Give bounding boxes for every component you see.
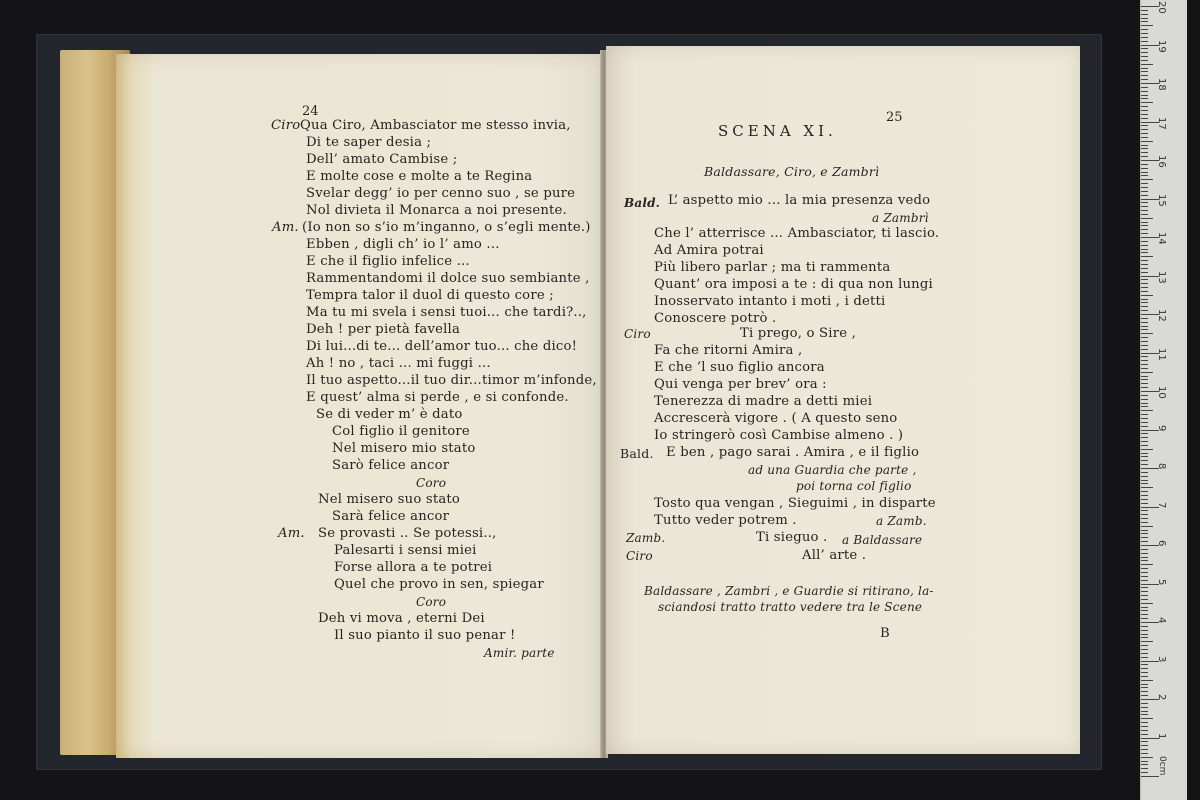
- ruler-tick: [1141, 445, 1148, 446]
- verse-line: Il suo pianto il suo penar !: [334, 628, 516, 643]
- ruler-tick: [1141, 653, 1148, 654]
- verse-line: Di te saper desia ;: [306, 135, 432, 150]
- ruler-tick: [1141, 110, 1148, 111]
- right-page: [606, 46, 1080, 754]
- page-number: 24: [302, 104, 319, 119]
- ruler-tick: [1141, 476, 1148, 477]
- ruler-tick: [1141, 510, 1148, 511]
- ruler-tick: [1141, 249, 1148, 250]
- stage-direction: a Baldassare: [842, 533, 923, 547]
- ruler-tick: [1141, 718, 1153, 719]
- ruler-tick: [1141, 279, 1148, 280]
- speaker-label: Ciro: [626, 549, 653, 563]
- verse-line: Deh vi mova , eterni Dei: [318, 611, 485, 626]
- measurement-ruler: [1140, 0, 1187, 800]
- ruler-tick: [1141, 349, 1148, 350]
- speaker-label: Am.: [272, 220, 299, 235]
- ruler-tick: [1141, 645, 1148, 646]
- ruler-tick: [1141, 21, 1148, 22]
- verse-line: Qui venga per brev’ ora :: [654, 377, 827, 392]
- ruler-tick: [1141, 187, 1148, 188]
- verse-line: Deh ! per pietà favella: [306, 322, 461, 337]
- page-number: 25: [886, 110, 903, 125]
- ruler-tick: [1141, 433, 1148, 434]
- ruler-tick: [1141, 768, 1148, 769]
- ruler-tick: [1141, 557, 1148, 558]
- ruler-tick: [1141, 91, 1148, 92]
- ruler-tick: [1141, 214, 1148, 215]
- ruler-tick: [1141, 37, 1148, 38]
- ruler-tick: [1141, 287, 1148, 288]
- verse-line: Palesarti i sensi miei: [334, 543, 477, 558]
- ruler-tick: [1141, 514, 1148, 515]
- ruler-tick: [1141, 68, 1148, 69]
- verse-line: E che ’l suo figlio ancora: [654, 360, 825, 375]
- ruler-tick: [1141, 356, 1148, 357]
- ruler-tick: [1141, 376, 1148, 377]
- verse-line: Nol divieta il Monarca a noi presente.: [306, 203, 567, 218]
- ruler-tick: [1141, 25, 1153, 26]
- ruler-tick: [1141, 145, 1148, 146]
- ruler-tick: [1141, 491, 1148, 492]
- ruler-tick: [1141, 56, 1148, 57]
- chorus-heading: Coro: [416, 476, 447, 490]
- ruler-tick: [1141, 568, 1148, 569]
- ruler-tick: [1141, 41, 1148, 42]
- ruler-number: 7: [1156, 501, 1167, 508]
- ruler-tick: [1141, 499, 1148, 500]
- verse-line: Ma tu mi svela i sensi tuoi... che tardi?..,: [306, 305, 587, 320]
- ruler-tick: [1141, 10, 1148, 11]
- ruler-tick: [1141, 345, 1148, 346]
- ruler-tick: [1141, 102, 1153, 103]
- ruler-tick: [1141, 206, 1148, 207]
- ruler-number: 16: [1156, 155, 1167, 168]
- ruler-tick: [1141, 711, 1148, 712]
- ruler-tick: [1141, 664, 1148, 665]
- left-page: [116, 54, 602, 758]
- ruler-tick: [1141, 764, 1148, 765]
- ruler-number: 13: [1156, 270, 1167, 284]
- ruler-tick: [1141, 75, 1148, 76]
- ruler-tick: [1141, 329, 1148, 330]
- verse-line: E che il figlio infelice ...: [306, 254, 470, 269]
- ruler-number: 5: [1156, 578, 1167, 585]
- ruler-tick: [1141, 222, 1148, 223]
- ruler-tick: [1141, 449, 1153, 450]
- ruler-tick: [1141, 495, 1148, 496]
- ruler-number: 10: [1156, 386, 1167, 399]
- verse-line: Rammentandomi il dolce suo sembiante ,: [306, 271, 590, 286]
- ruler-tick: [1141, 714, 1148, 715]
- verse-line: Tutto veder potrem .: [654, 513, 797, 528]
- ruler-tick: [1141, 360, 1148, 361]
- verse-line: Ti sieguo .: [756, 530, 828, 545]
- ruler-tick: [1141, 233, 1148, 234]
- ruler-tick: [1141, 210, 1148, 211]
- ruler-tick: [1141, 549, 1148, 550]
- verse-line: Dell’ amato Cambise ;: [306, 152, 458, 167]
- ruler-tick: [1141, 33, 1148, 34]
- verse-line: Accrescerà vigore . ( A questo seno: [654, 411, 898, 426]
- ruler-tick: [1141, 460, 1148, 461]
- ruler-number: 1: [1156, 732, 1167, 739]
- verse-line: Di lui...di te... dell’amor tuo... che dico!: [306, 339, 578, 354]
- ruler-tick: [1141, 691, 1148, 692]
- ruler-tick: [1141, 133, 1148, 134]
- ruler-tick: [1141, 776, 1159, 777]
- ruler-tick: [1141, 326, 1148, 327]
- verse-line: Ti prego, o Sire ,: [740, 326, 856, 341]
- ruler-tick: [1141, 637, 1148, 638]
- ruler-tick: [1141, 618, 1148, 619]
- ruler-tick: [1141, 191, 1148, 192]
- ruler-tick: [1141, 607, 1148, 608]
- ruler-tick: [1141, 406, 1148, 407]
- stage-direction: Baldassare , Zambri , e Guardie si ritirano, la-: [644, 584, 934, 598]
- verse-line: Conoscere potrò .: [654, 311, 777, 326]
- ruler-tick: [1141, 256, 1153, 257]
- ruler-tick: [1141, 537, 1148, 538]
- ruler-tick: [1141, 95, 1148, 96]
- ruler-tick: [1141, 591, 1148, 592]
- ruler-tick: [1141, 168, 1148, 169]
- ruler-tick: [1141, 580, 1148, 581]
- verse-line: Nel misero mio stato: [332, 441, 476, 456]
- ruler-tick: [1141, 630, 1148, 631]
- ruler-number: 11: [1156, 347, 1167, 361]
- ruler-tick: [1141, 395, 1148, 396]
- ruler-tick: [1141, 753, 1148, 754]
- ruler-tick: [1141, 322, 1148, 323]
- verse-line: E quest’ alma si perde , e si confonde.: [306, 390, 569, 405]
- speaker-label: Ciro: [624, 327, 651, 341]
- ruler-tick: [1141, 480, 1148, 481]
- ruler-tick: [1141, 518, 1148, 519]
- ruler-tick: [1141, 503, 1148, 504]
- verse-line: Quel che provo in sen, spiegar: [334, 577, 544, 592]
- ruler-tick: [1141, 118, 1148, 119]
- ruler-tick: [1141, 426, 1148, 427]
- ruler-tick: [1141, 687, 1148, 688]
- ruler-tick: [1141, 318, 1148, 319]
- ruler-number: 17: [1156, 116, 1167, 130]
- ruler-tick: [1141, 229, 1148, 230]
- ruler-tick: [1141, 14, 1148, 15]
- ruler-tick: [1141, 241, 1148, 242]
- ruler-tick: [1141, 291, 1148, 292]
- ruler-tick: [1141, 60, 1148, 61]
- ruler-tick: [1141, 772, 1148, 773]
- ruler-tick: [1141, 306, 1148, 307]
- ruler-tick: [1141, 129, 1148, 130]
- ruler-number: 3: [1156, 655, 1167, 662]
- ruler-tick: [1141, 626, 1148, 627]
- ruler-number: 14: [1156, 232, 1167, 245]
- ruler-tick: [1141, 560, 1148, 561]
- ruler-tick: [1141, 106, 1148, 107]
- ruler-tick: [1141, 225, 1148, 226]
- ruler-number: 20: [1156, 1, 1167, 14]
- ruler-tick: [1141, 175, 1148, 176]
- ruler-tick: [1141, 757, 1153, 758]
- ruler-tick: [1141, 302, 1148, 303]
- ruler-tick: [1141, 599, 1148, 600]
- ruler-tick: [1141, 299, 1148, 300]
- ruler-tick: [1141, 572, 1148, 573]
- ruler-tick: [1141, 383, 1148, 384]
- ruler-tick: [1141, 260, 1148, 261]
- ruler-tick: [1141, 418, 1148, 419]
- ruler-tick: [1141, 634, 1148, 635]
- ruler-tick: [1141, 152, 1148, 153]
- ruler-tick: [1141, 64, 1153, 65]
- ruler-tick: [1141, 422, 1148, 423]
- ruler-tick: [1141, 218, 1153, 219]
- verse-line: Ah ! no , taci ... mi fuggi ...: [306, 356, 491, 371]
- stage-direction: a Zamb.: [876, 514, 927, 528]
- ruler-tick: [1141, 272, 1148, 273]
- ruler-tick: [1141, 98, 1148, 99]
- ruler-tick: [1141, 487, 1153, 488]
- verse-line: Tosto qua vengan , Sieguimi , in disparte: [654, 496, 936, 511]
- stage-direction: a Zambrì: [872, 211, 929, 225]
- ruler-tick: [1141, 464, 1148, 465]
- verse-line: Ebben , digli ch’ io l’ amo ...: [306, 237, 500, 252]
- verse-line: Il tuo aspetto...il tuo dir...timor m’infonde,: [306, 373, 597, 388]
- ruler-tick: [1141, 684, 1148, 685]
- ruler-tick: [1141, 87, 1148, 88]
- ruler-tick: [1141, 564, 1153, 565]
- ruler-tick: [1141, 414, 1148, 415]
- ruler-tick: [1141, 368, 1148, 369]
- ruler-tick: [1141, 195, 1148, 196]
- ruler-tick: [1141, 680, 1153, 681]
- speaker-label: Bald.: [624, 196, 661, 210]
- speaker-label: Ciro: [271, 118, 301, 133]
- ruler-number: 8: [1156, 463, 1167, 470]
- ruler-tick: [1141, 137, 1148, 138]
- verse-line: Sarò felice ancor: [332, 458, 450, 473]
- ruler-tick: [1141, 52, 1148, 53]
- verse-line: E ben , pago sarai . Amira , e il figlio: [666, 445, 920, 460]
- ruler-tick: [1141, 252, 1148, 253]
- verse-line: Io stringerò così Cambise almeno . ): [654, 428, 904, 443]
- ruler-tick: [1141, 553, 1148, 554]
- verse-line: Più libero parlar ; ma ti rammenta: [654, 260, 891, 275]
- verse-line: Tempra talor il duol di questo core ;: [306, 288, 554, 303]
- verse-line: Se provasti .. Se potessi..,: [318, 526, 497, 541]
- ruler-tick: [1141, 472, 1148, 473]
- verse-line: E molte cose e molte a te Regina: [306, 169, 533, 184]
- ruler-number: 6: [1156, 540, 1167, 547]
- ruler-tick: [1141, 141, 1153, 142]
- ruler-tick: [1141, 749, 1148, 750]
- ruler-number: 2: [1156, 694, 1167, 701]
- ruler-tick: [1141, 730, 1148, 731]
- ruler-tick: [1141, 48, 1148, 49]
- ruler-tick: [1141, 603, 1153, 604]
- ruler-tick: [1141, 148, 1148, 149]
- ruler-tick: [1141, 387, 1148, 388]
- verse-line: Fa che ritorni Amira ,: [654, 343, 803, 358]
- stage-direction: Amir. parte: [484, 646, 555, 660]
- verse-line: Che l’ atterrisce ... Ambasciator, ti lascio.: [654, 226, 940, 241]
- verse-line: Col figlio il genitore: [332, 424, 470, 439]
- ruler-tick: [1141, 114, 1148, 115]
- ruler-tick: [1141, 530, 1148, 531]
- ruler-tick: [1141, 295, 1153, 296]
- ruler-tick: [1141, 179, 1153, 180]
- verse-line: Nel misero suo stato: [318, 492, 461, 507]
- signature-mark: B: [880, 626, 890, 641]
- verse-line: Se di veder m’ è dato: [316, 407, 463, 422]
- ruler-number: 9: [1156, 424, 1167, 431]
- ruler-number: 19: [1156, 39, 1167, 53]
- ruler-tick: [1141, 399, 1148, 400]
- verse-line: Svelar degg’ io per cenno suo , se pure: [306, 186, 576, 201]
- verse-line: Sarà felice ancor: [332, 509, 450, 524]
- ruler-tick: [1141, 483, 1148, 484]
- speaker-label: Bald.: [620, 446, 654, 461]
- ruler-tick: [1141, 734, 1148, 735]
- ruler-tick: [1141, 649, 1148, 650]
- ruler-number: 15: [1156, 193, 1167, 207]
- ruler-tick: [1141, 741, 1148, 742]
- stage-direction: ad una Guardia che parte ,: [748, 463, 917, 477]
- ruler-tick: [1141, 576, 1148, 577]
- stage-direction: sciandosi tratto tratto vedere tra le Scene: [658, 600, 923, 614]
- verse-line: All’ arte .: [802, 548, 867, 563]
- ruler-tick: [1141, 333, 1153, 334]
- ruler-tick: [1141, 703, 1148, 704]
- ruler-tick: [1141, 541, 1148, 542]
- ruler-tick: [1141, 526, 1153, 527]
- ruler-number: 12: [1156, 309, 1167, 322]
- ruler-number: 18: [1156, 78, 1167, 91]
- ruler-tick: [1141, 641, 1153, 642]
- ruler-tick: [1141, 337, 1148, 338]
- ruler-tick: [1141, 364, 1148, 365]
- ruler-number: 4: [1156, 617, 1167, 624]
- ruler-tick: [1141, 29, 1148, 30]
- ruler-tick: [1141, 183, 1148, 184]
- ruler-tick: [1141, 722, 1148, 723]
- ruler-tick: [1141, 245, 1148, 246]
- ruler-tick: [1141, 202, 1148, 203]
- ruler-tick: [1141, 453, 1148, 454]
- verse-line: (Io non so s’io m’inganno, o s’egli mente.): [302, 220, 591, 235]
- verse-line: Quant’ ora imposi a te : di qua non lungi: [654, 277, 933, 292]
- ruler-tick: [1141, 595, 1148, 596]
- verse-line: Inosservato intanto i moti , i detti: [654, 294, 886, 309]
- ruler-tick: [1141, 264, 1148, 265]
- stage-direction: poi torna col figlio: [796, 479, 912, 493]
- ruler-tick: [1141, 614, 1148, 615]
- ruler-tick: [1141, 125, 1148, 126]
- ruler-tick: [1141, 283, 1148, 284]
- ruler-tick: [1141, 172, 1148, 173]
- ruler-tick: [1141, 522, 1148, 523]
- ruler-tick: [1141, 672, 1148, 673]
- ruler-tick: [1141, 410, 1153, 411]
- ruler-tick: [1141, 726, 1148, 727]
- ruler-tick: [1141, 341, 1148, 342]
- ruler-tick: [1141, 268, 1148, 269]
- ruler-tick: [1141, 156, 1148, 157]
- ruler-tick: [1141, 745, 1148, 746]
- ruler-tick: [1141, 437, 1148, 438]
- verse-line: Tenerezza di madre a detti miei: [654, 394, 873, 409]
- ruler-tick: [1141, 456, 1148, 457]
- verse-line: Ad Amira potrai: [654, 243, 764, 258]
- ruler-tick: [1141, 668, 1148, 669]
- ruler-tick: [1141, 379, 1148, 380]
- ruler-tick: [1141, 18, 1148, 19]
- ruler-tick: [1141, 676, 1148, 677]
- speaker-label: Zamb.: [626, 531, 666, 545]
- ruler-tick: [1141, 71, 1148, 72]
- scene-cast: Baldassare, Ciro, e Zambrì: [704, 164, 880, 179]
- ruler-tick: [1141, 761, 1148, 762]
- speaker-label: Am.: [278, 526, 305, 541]
- verse-line: Forse allora a te potrei: [334, 560, 493, 575]
- chorus-heading: Coro: [416, 595, 447, 609]
- ruler-unit: 0cm: [1157, 756, 1167, 776]
- ruler-tick: [1141, 403, 1148, 404]
- ruler-tick: [1141, 310, 1148, 311]
- ruler-tick: [1141, 79, 1148, 80]
- verse-line: L’ aspetto mio ... la mia presenza vedo: [668, 193, 931, 208]
- ruler-tick: [1141, 657, 1148, 658]
- ruler-tick: [1141, 707, 1148, 708]
- ruler-tick: [1141, 587, 1148, 588]
- ruler-tick: [1141, 695, 1148, 696]
- scene-title: SCENA XI.: [718, 122, 837, 140]
- ruler-tick: [1141, 533, 1148, 534]
- verse-line: Qua Ciro, Ambasciator me stesso invia,: [300, 118, 571, 133]
- ruler-tick: [1141, 164, 1148, 165]
- ruler-tick: [1141, 610, 1148, 611]
- ruler-tick: [1141, 372, 1153, 373]
- ruler-tick: [1141, 441, 1148, 442]
